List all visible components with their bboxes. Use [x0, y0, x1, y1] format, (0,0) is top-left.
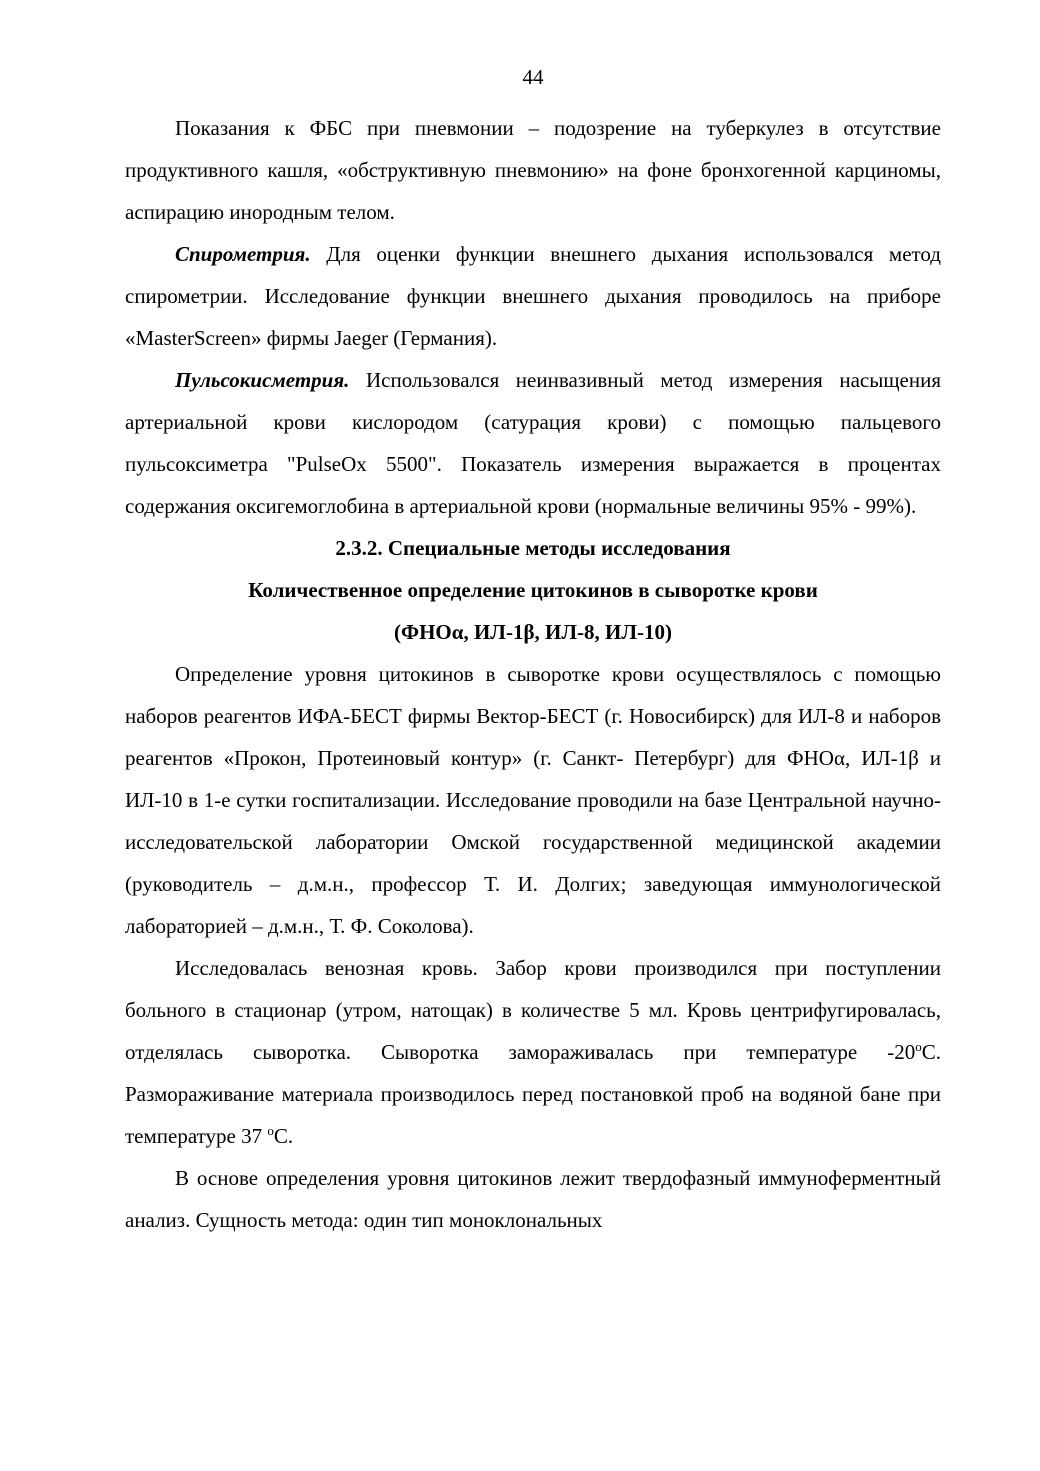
degree-superscript: о — [915, 1039, 922, 1054]
section-heading: 2.3.2. Специальные методы исследования — [335, 536, 731, 560]
paragraph-cytokine-determination: Определение уровня цитокинов в сыворотке крови осуществлялось с помощью наборов реагентов ИФА-БЕСТ фирмы Вектор-БЕСТ (г. Новосибирск) для ИЛ-8 и наборов реагентов «Прокон, Протеиновый контур» (г. Санкт- Петербург) для ФНОα, ИЛ-1β и ИЛ-10 в 1-е сутки госпитализации. Исследование проводили на базе Центральной научно-исследовательской лаборатории Омской государственной медицинской академии (руководитель – д.м.н., профессор Т. И. Долгих; заведующая иммунологической лабораторией – д.м.н., Т. Ф. Соколова). — [125, 662, 941, 938]
blood-sampling-text-3: С. — [273, 1124, 294, 1148]
spirometry-term: Спирометрия. — [175, 242, 311, 266]
spirometry-text: Для оценки функции внешнего дыхания использовался метод спирометрии. Исследование функции внешнего дыхания проводилось на приборе «MasterScreen» фирмы Jaeger (Германия). — [125, 242, 941, 350]
pulse-oximetry-text: Использовался неинвазивный метод измерения насыщения артериальной крови кислородом (сатурация крови) с помощью пальцевого пульсоксиметра "PulseOx 5500". Показатель измерения выражается в процентах содержания оксигемоглобина в артериальной крови (нормальные величины 95% - 99%). — [125, 368, 941, 518]
blood-sampling-text-2: С. Размораживание материала производилось перед постановкой проб на водяной бане при температуре 37 — [125, 1040, 941, 1148]
subsection-heading-line1: Количественное определение цитокинов в сыворотке крови — [248, 578, 818, 602]
blood-sampling-text-1: Исследовалась венозная кровь. Забор крови производился при поступлении больного в стационар (утром, натощак) в количестве 5 мл. Кровь центрифугировалась, отделялась сыворотка. Сыворотка замораживалась при температуре -20 — [125, 956, 941, 1064]
paragraph-blood-sampling — [125, 947, 941, 1157]
subsection-heading-line2: (ФНОα, ИЛ-1β, ИЛ-8, ИЛ-10) — [394, 620, 672, 644]
pulse-oximetry-term: Пульсокисметрия. — [175, 368, 350, 392]
paragraph-spirometry — [125, 233, 941, 359]
page-number: 44 — [522, 65, 544, 89]
paragraph-pulse-oximetry — [125, 359, 941, 527]
paragraph-elisa-method: В основе определения уровня цитокинов лежит твердофазный иммуноферментный анализ. Сущность метода: один тип моноклональных — [125, 1166, 941, 1232]
paragraph-fbs-indications: Показания к ФБС при пневмонии – подозрение на туберкулез в отсутствие продуктивного кашля, «обструктивную пневмонию» на фоне бронхогенной карциномы, аспирацию инородным телом. — [125, 116, 941, 224]
degree-superscript: о — [267, 1123, 274, 1138]
document-body — [125, 107, 941, 1241]
